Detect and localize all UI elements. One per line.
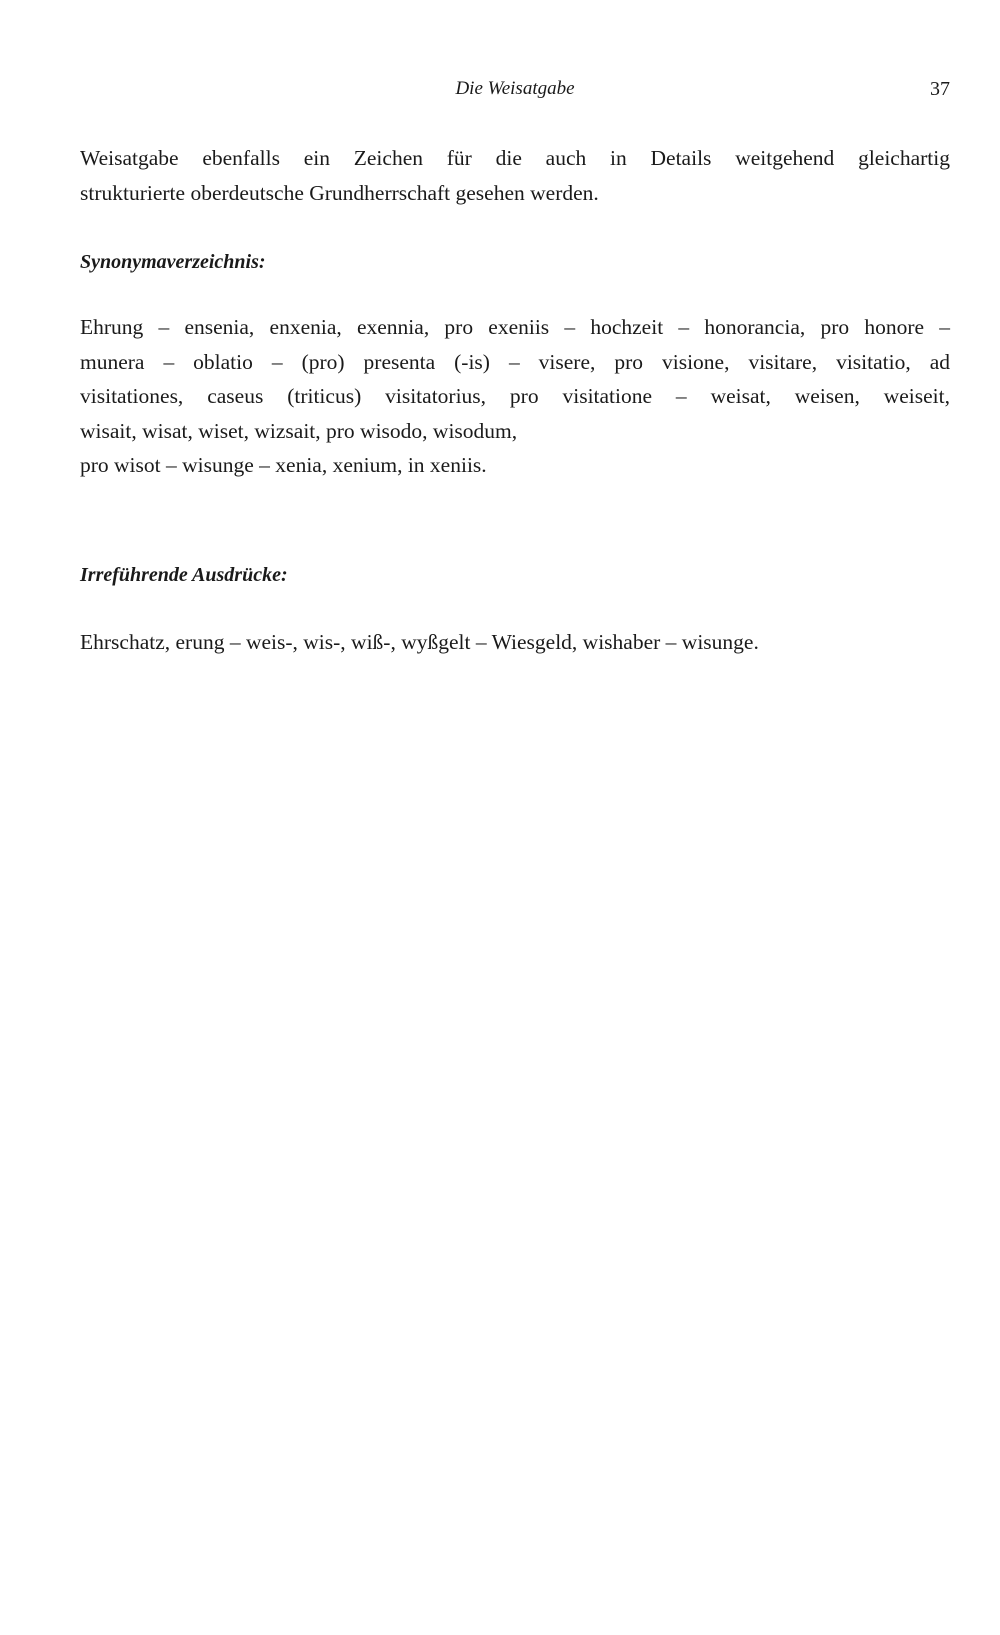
synonyms-heading: Synonymaverzeichnis: [80, 251, 266, 273]
text-line: Ehrung – ensenia, enxenia, exennia, pro exeniis – hochzeit – honorancia, pro honore – [80, 315, 950, 339]
intro-paragraph [80, 141, 950, 210]
text-line: wisait, wisat, wiset, wizsait, pro wisodo, wisodum, [80, 418, 518, 443]
running-header [80, 76, 950, 102]
text-line: pro wisot – wisunge – xenia, xenium, in xeniis. [80, 453, 487, 477]
page-number: 37 [930, 78, 950, 100]
synonyms-paragraph [80, 310, 950, 483]
text-line: Weisatgabe ebenfalls ein Zeichen für die auch in Details weitgehend gleichartig [80, 146, 950, 170]
running-title: Die Weisatgabe [455, 78, 575, 99]
text-line: Ehrschatz, erung – weis-, wis-, wiß-, wyßgelt – Wiesgeld, wishaber – wisunge. [80, 630, 759, 654]
misleading-terms-heading: Irreführende Ausdrücke: [80, 564, 288, 586]
text-line: munera – oblatio – (pro) presenta (-is) – visere, pro visione, visitare, visitatio, ad [80, 349, 950, 374]
misleading-terms-paragraph [80, 625, 950, 660]
text-line: visitationes, caseus (triticus) visitatorius, pro visitatione – weisat, weisen, weiseit, [80, 384, 950, 408]
text-line: strukturierte oberdeutsche Grundherrschaft gesehen werden. [80, 180, 599, 205]
